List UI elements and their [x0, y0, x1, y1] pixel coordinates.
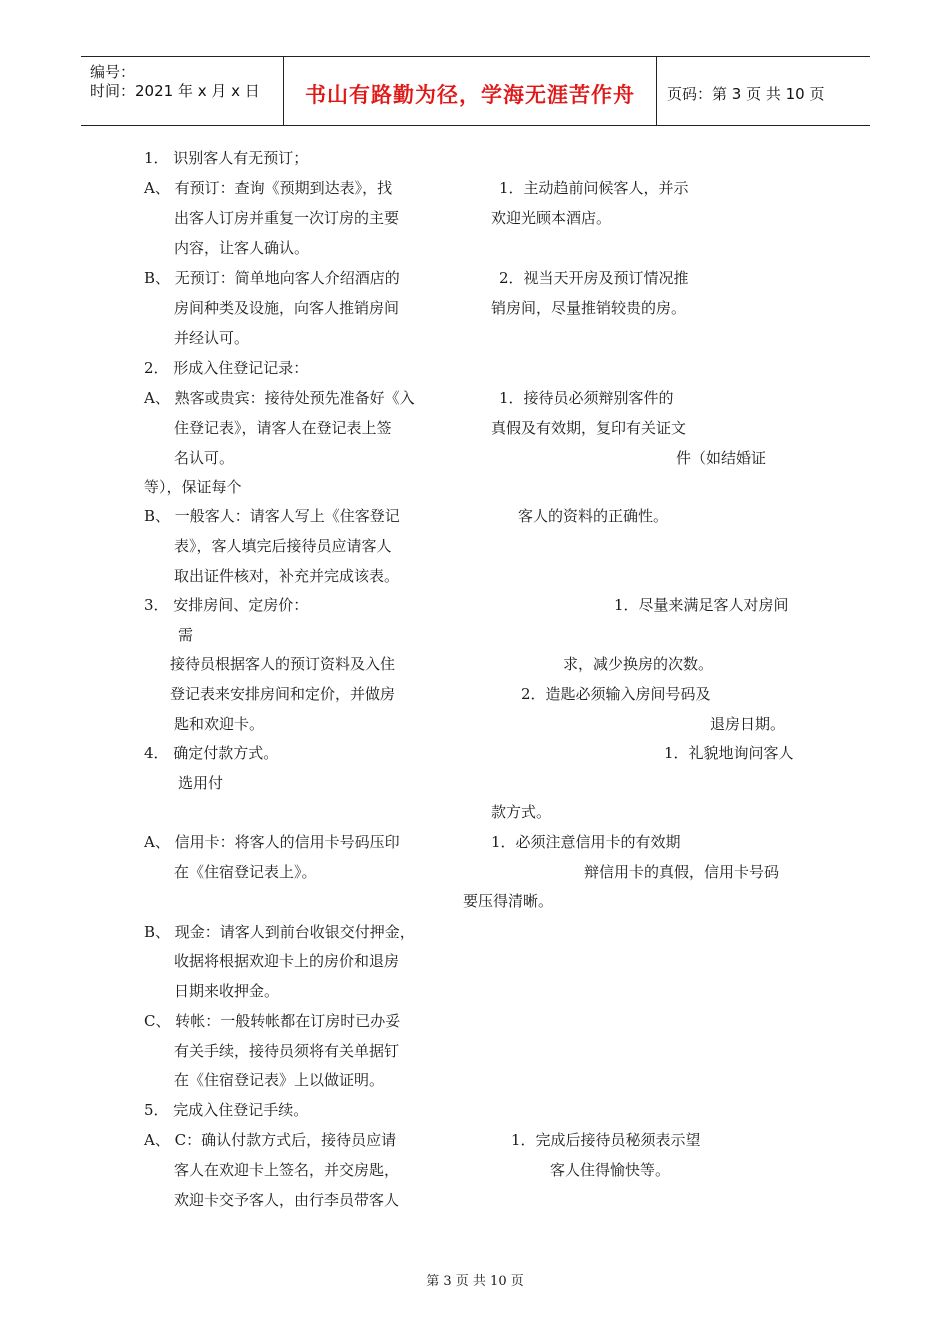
text-line: 接待员根据客人的预订资料及入住 — [170, 655, 396, 673]
text-line: 并经认可。 — [174, 329, 250, 347]
section-heading: 3． 安排房间、定房价： — [144, 596, 309, 614]
text-line: 登记表来安排房间和定价，并做房 — [170, 685, 396, 703]
text-line: 表》，客人填完后接待员应请客人 — [174, 537, 392, 555]
note-line: 退房日期。 — [710, 715, 786, 733]
text-line: 名认可。 — [174, 449, 235, 467]
note-line: 1．必须注意信用卡的有效期 — [491, 833, 681, 851]
text-line: 在《住宿登记表上》。 — [174, 863, 317, 881]
note-line: 件（如结婚证 — [676, 449, 767, 467]
text-line: A、 信用卡：将客人的信用卡号码压印 — [144, 833, 400, 851]
note-line: 1．接待员必须辩别客件的 — [499, 389, 674, 407]
page-header — [81, 56, 870, 126]
header-motto-cell — [284, 57, 657, 125]
text-line: 住登记表》，请客人在登记表上签 — [174, 419, 392, 437]
text-line: 房间种类及设施，向客人推销房间 — [174, 299, 400, 317]
section-heading: 1． 识别客人有无预订； — [144, 149, 309, 167]
note-line: 客人的资料的正确性。 — [518, 507, 669, 525]
doc-number-label: 编号： — [90, 63, 136, 81]
note-line: 求，减少换房的次数。 — [563, 655, 714, 673]
text-line: 收据将根据欢迎卡上的房价和退房 — [174, 952, 400, 970]
note-line: 欢迎光顾本酒店。 — [491, 209, 612, 227]
header-motto: 书山有路勤为径，学海无涯苦作舟 — [305, 83, 635, 107]
note-line: 1．完成后接待员秘须表示望 — [511, 1131, 701, 1149]
header-page-number: 页码：第 3 页 共 10 页 — [667, 85, 825, 103]
text-line: 内容，让客人确认。 — [174, 239, 310, 257]
text-line: A、 C：确认付款方式后，接待员应请 — [144, 1131, 397, 1149]
text-line: 出客人订房并重复一次订房的主要 — [174, 209, 400, 227]
text-line: 选用付 — [178, 774, 224, 792]
text-line: A、 熟客或贵宾：接待处预先准备好《入 — [144, 389, 415, 407]
text-line: 日期来收押金。 — [174, 982, 280, 1000]
note-line: 销房间，尽量推销较贵的房。 — [491, 299, 687, 317]
text-line: 在《住宿登记表》上以做证明。 — [174, 1071, 385, 1089]
text-line: B、 一般客人：请客人写上《住客登记 — [144, 507, 400, 525]
note-line: 辩信用卡的真假，信用卡号码 — [584, 863, 780, 881]
text-line: A、 有预订：查询《预期到达表》，找 — [144, 179, 393, 197]
note-line: 等），保证每个 — [144, 478, 242, 496]
text-line: B、 无预订：简单地向客人介绍酒店的 — [144, 269, 400, 287]
text-line: 取出证件核对，补充并完成该表。 — [174, 567, 400, 585]
text-line: 需 — [178, 626, 194, 644]
header-meta-cell — [81, 57, 284, 125]
note-line: 客人住得愉快等。 — [550, 1161, 671, 1179]
note-line: 真假及有效期，复印有关证文 — [491, 419, 687, 437]
text-line: 匙和欢迎卡。 — [174, 715, 265, 733]
section-heading: 2． 形成入住登记记录： — [144, 359, 309, 377]
header-page-cell — [657, 57, 870, 125]
note-line: 1．主动趋前问候客人，并示 — [499, 179, 689, 197]
page-footer: 第 3 页 共 10 页 — [426, 1274, 524, 1289]
section-heading: 4． 确定付款方式。 — [144, 744, 279, 762]
text-line: B、 现金：请客人到前台收银交付押金， — [144, 923, 415, 941]
note-line: 款方式。 — [491, 803, 552, 821]
note-line: 1．尽量来满足客人对房间 — [614, 596, 789, 614]
section-heading: 5． 完成入住登记手续。 — [144, 1101, 309, 1119]
text-line: C、 转帐：一般转帐都在订房时已办妥 — [144, 1012, 401, 1030]
doc-date-label: 时间：2021 年 x 月 x 日 — [90, 82, 260, 100]
note-line: 1．礼貌地询问客人 — [664, 744, 794, 762]
note-line: 2．造匙必须输入房间号码及 — [521, 685, 711, 703]
text-line: 欢迎卡交予客人，由行李员带客人 — [174, 1191, 400, 1209]
text-line: 有关手续，接待员须将有关单据钉 — [174, 1042, 400, 1060]
note-line: 要压得清晰。 — [463, 892, 554, 910]
note-line: 2．视当天开房及预订情况推 — [499, 269, 689, 287]
text-line: 客人在欢迎卡上签名，并交房匙， — [174, 1161, 400, 1179]
